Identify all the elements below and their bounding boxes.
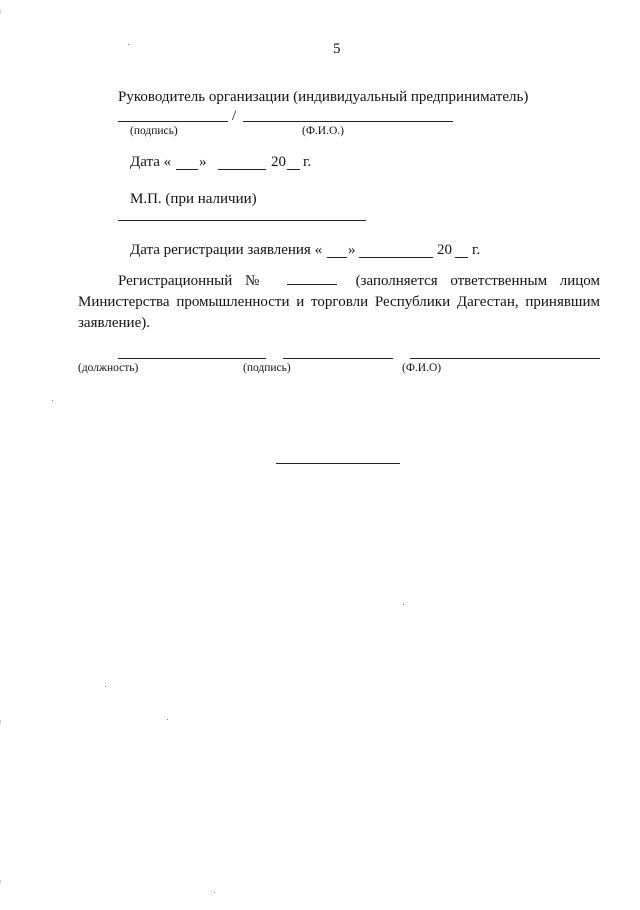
registration-month-line[interactable] <box>359 257 433 258</box>
seal-label: М.П. (при наличии) <box>130 191 257 207</box>
closing-rule <box>276 463 400 464</box>
registration-year-line[interactable] <box>455 257 468 258</box>
registration-date-year: 20 <box>437 242 452 258</box>
name-line[interactable] <box>410 358 600 359</box>
date-year-line[interactable] <box>287 169 300 170</box>
head-name-line[interactable] <box>243 121 453 122</box>
scan-speck <box>105 686 106 687</box>
date-mid: » <box>199 154 207 170</box>
head-signature-caption: (подпись) <box>130 125 178 137</box>
date-suffix: г. <box>303 154 312 170</box>
registration-number-line[interactable] <box>287 272 337 285</box>
registration-day-line[interactable] <box>327 257 347 258</box>
position-caption: (должность) <box>78 362 139 374</box>
scan-speck <box>214 892 215 893</box>
signature-line[interactable] <box>283 358 393 359</box>
registration-number-rest: (заполняется ответственным лицом Министерства промышленности и торговли Республики Дагестан, принявшим заявление). <box>78 273 600 331</box>
seal-line[interactable] <box>118 220 366 221</box>
date-month-line[interactable] <box>218 169 266 170</box>
signature-caption: (подпись) <box>243 362 291 374</box>
head-heading: Руководитель организации (индивидуальный предприниматель) <box>118 89 529 105</box>
registration-date-suffix: г. <box>472 242 481 258</box>
scan-speck <box>167 719 168 720</box>
scan-speck <box>52 400 53 401</box>
name-caption: (Ф.И.О) <box>402 362 442 374</box>
head-name-caption: (Ф.И.О.) <box>302 125 344 137</box>
head-separator: / <box>232 108 237 124</box>
date-prefix: Дата « <box>130 154 172 170</box>
date-year: 20 <box>271 154 286 170</box>
head-signature-line[interactable] <box>118 121 228 122</box>
position-line[interactable] <box>118 358 266 359</box>
page-number: 5 <box>333 41 341 57</box>
scan-edge-mark <box>0 880 1 883</box>
registration-date-mid: » <box>348 242 356 258</box>
scan-edge-mark <box>0 10 1 13</box>
registration-number-start: Регистрационный № <box>118 273 269 289</box>
date-day-line[interactable] <box>176 169 198 170</box>
scan-speck <box>128 44 129 45</box>
registration-number-paragraph <box>78 271 600 334</box>
scan-speck <box>403 604 404 605</box>
registration-date-prefix: Дата регистрации заявления « <box>130 242 323 258</box>
scan-edge-mark <box>0 720 1 724</box>
